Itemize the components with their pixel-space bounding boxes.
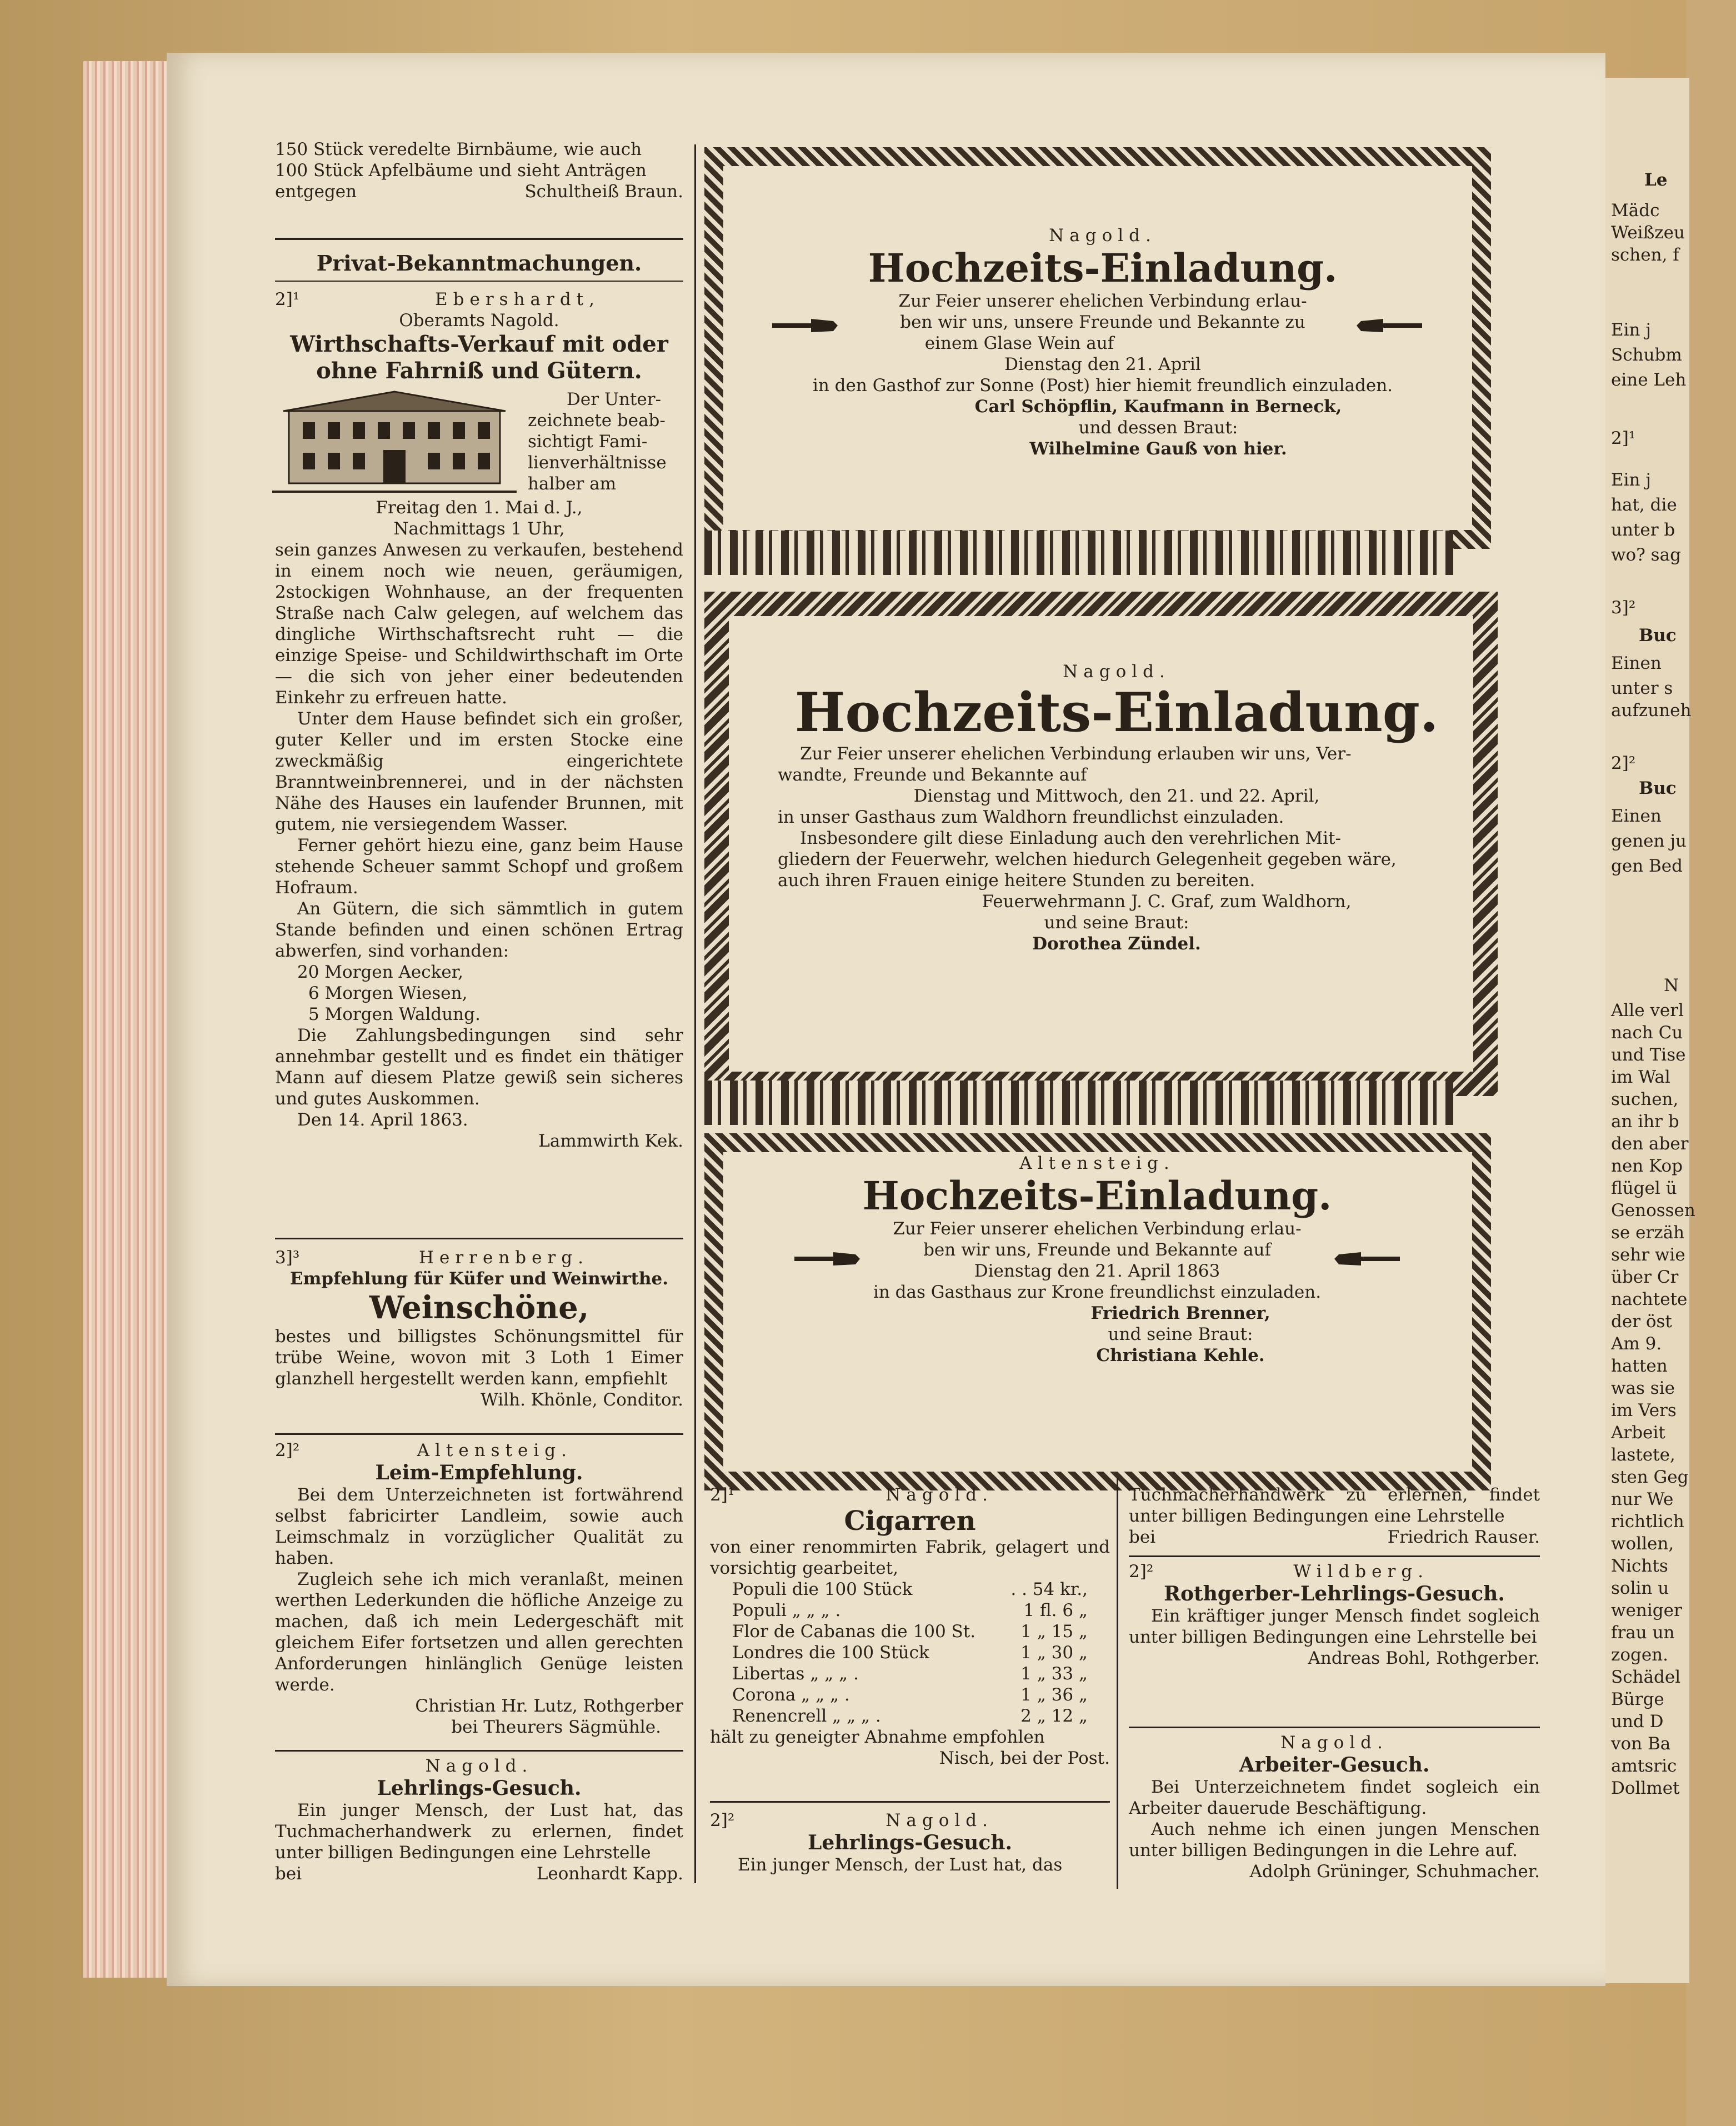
ad-number: 2]¹ — [710, 1485, 735, 1505]
paragraph: An Gütern, die sich sämmtlich in gutem Stande befinden und einen schönen Ertrag abwerfen, sind vorhanden: — [275, 899, 683, 961]
invite-place: Nagold. — [1049, 226, 1157, 246]
next-page-fragment: se erzäh — [1611, 1223, 1685, 1243]
table-cell: 1 „ 33 „ — [1020, 1664, 1088, 1684]
ad-headline: Lehrlings-Gesuch. — [808, 1831, 1012, 1854]
ad-signature: Wilh. Khönle, Conditor. — [480, 1390, 683, 1410]
invite-line: ben wir uns, Freunde und Bekannte auf — [923, 1240, 1271, 1260]
invite-line: Dienstag den 21. April 1863 — [974, 1261, 1220, 1281]
next-page-fragment: unter s — [1611, 678, 1673, 698]
table-cell: Flor de Cabanas die 100 St. — [732, 1622, 976, 1642]
divider — [1129, 1555, 1540, 1557]
invite-signature: Dorothea Zündel. — [1032, 934, 1201, 954]
next-page-fragment: Buc — [1639, 778, 1677, 798]
invitation-1 — [744, 225, 1461, 459]
paragraph: bestes und billigstes Schönungsmittel für trübe Weine, wovon mit 3 Loth 1 Eimer glanzhell hergestellt werden kann, empfiehlt — [275, 1327, 683, 1389]
next-page-fragment: genen ju — [1611, 831, 1687, 851]
invite-line: ben wir uns, unsere Freunde und Bekannte zu — [900, 312, 1305, 332]
next-page-fragment: der öst — [1611, 1312, 1672, 1332]
paragraph: sein ganzes Anwesen zu verkaufen, bestehend in einem noch wie neuen, geräumigen, 2stockigen Wohnhause, an der frequenten Straße nach Calw gelegen, auf welchem das dingliche Wirthschaftsrecht ruht — die einzige Speise- und Schildwirthschaft im Orte — die sich von jeher einer bedeutenden Einkehr zu erfreuen hatte. — [275, 540, 683, 708]
table-cell: 1 „ 15 „ — [1020, 1622, 1088, 1642]
paragraph: Ferner gehört hiezu eine, ganz beim Hause stehende Scheuer sammt Schopf und großem Hofraum. — [275, 836, 683, 898]
text-line: hält zu geneigter Abnahme empfohlen — [710, 1727, 1045, 1747]
ad-signature: Adolph Grüninger, Schuhmacher. — [1249, 1862, 1540, 1882]
paragraph: Unter dem Hause befindet sich ein großer, guter Keller und im ersten Stocke eine zweckmäßig eingerichtete Branntweinbrennerei, und in der nächsten Nähe des Hauses ein laufender Brunnen, mit gutem, nie versiegendem Wasser. — [275, 709, 683, 834]
divider — [275, 238, 683, 240]
ad-signature: Nisch, bei der Post. — [939, 1748, 1110, 1768]
next-page-fragment: hatten — [1611, 1356, 1668, 1376]
next-page-fragment: frau un — [1611, 1623, 1675, 1643]
paragraph: Die Zahlungsbedingungen sind sehr annehmbar gestellt und es findet ein thätiger Mann auf diesem Platze gewiß sein sicheres und gutes Auskommen. — [275, 1026, 683, 1109]
next-page-fragment: Ein j — [1611, 470, 1651, 490]
next-page-fragment: Genossen — [1611, 1200, 1695, 1220]
invite-signature: und seine Braut: — [1108, 1324, 1253, 1344]
next-page-fragment: Schädel — [1611, 1667, 1681, 1687]
table-cell: Londres die 100 Stück — [732, 1643, 929, 1663]
text-line: Ein junger Mensch, der Lust hat, das — [738, 1855, 1063, 1875]
divider — [275, 1750, 683, 1752]
invite-signature: Feuerwehrmann J. C. Graf, zum Waldhorn, — [982, 892, 1352, 912]
text-line: lienverhältnisse — [528, 453, 667, 473]
next-page-fragment: Ein j — [1611, 320, 1651, 340]
text-line: sichtigt Fami- — [528, 432, 648, 452]
paragraph: Ein kräftiger junger Mensch findet sogleich unter billigen Bedingungen eine Lehrstelle bei — [1129, 1606, 1540, 1647]
next-page-fragment: über Cr — [1611, 1267, 1679, 1287]
invite-line: einem Glase Wein auf — [924, 333, 1114, 353]
next-page-fragment: 3]² — [1611, 598, 1636, 618]
paragraph: von einer renommirten Fabrik, gelagert und vorsichtig gearbeitet, — [710, 1537, 1110, 1578]
column-rule — [1117, 1478, 1118, 1889]
next-page-fragment: im Vers — [1611, 1400, 1677, 1420]
table-cell: Renencrell „ „ „ . — [732, 1706, 881, 1726]
ad-headline: Cigarren — [844, 1505, 976, 1537]
ad-number: 2]² — [275, 1440, 300, 1460]
paragraph: Ein junger Mensch, der Lust hat, das Tuchmacherhandwerk zu erlernen, findet unter billigen Bedingungen eine Lehrstelle — [275, 1800, 683, 1863]
ad-signature: Andreas Bohl, Rothgerber. — [1308, 1648, 1540, 1668]
next-page-fragment: Einen — [1611, 806, 1662, 826]
paragraph: Bei Unterzeichnetem findet sogleich ein Arbeiter dauerude Beschäftigung. — [1129, 1777, 1540, 1818]
next-page-fragment: N — [1664, 976, 1679, 996]
ad-date-line: Den 14. April 1863. — [297, 1110, 468, 1130]
ad-place: Nagold. — [885, 1485, 993, 1505]
ad-place: Altensteig. — [417, 1440, 572, 1460]
next-page-fragment: richtlich — [1611, 1512, 1684, 1532]
invite-line: gliedern der Feuerwehr, welchen hiedurch Gelegenheit gegeben wäre, — [778, 849, 1397, 869]
invite-signature: und dessen Braut: — [1078, 418, 1238, 438]
next-page-fragment: Arbeit — [1611, 1423, 1665, 1443]
next-page-fragment: sten Geg — [1611, 1467, 1689, 1487]
next-page-fragment: im Wal — [1611, 1067, 1670, 1087]
text-line: Der Unter- — [567, 389, 662, 409]
ad-number: 2]¹ — [275, 289, 300, 309]
table-row — [732, 1600, 1088, 1621]
ad-signature: Lammwirth Kek. — [538, 1131, 683, 1151]
ad-arbeiter — [1129, 1732, 1540, 1882]
ad-headline: Wirthschafts-Verkauf mit oder ohne Fahrniß und Gütern. — [290, 331, 668, 384]
ad-headline: Rothgerber-Lehrlings-Gesuch. — [1164, 1582, 1505, 1605]
ad-cigarren — [710, 1484, 1110, 1769]
price-table — [732, 1579, 1088, 1727]
ad-place-sub: Oberamts Nagold. — [399, 311, 559, 331]
next-page-fragment: weniger — [1611, 1600, 1682, 1620]
next-page-fragment: Le — [1644, 170, 1668, 190]
ad-weinschoene — [275, 1247, 683, 1410]
invite-line: in den Gasthof zur Sonne (Post) hier hiemit freundlich einzuladen. — [812, 376, 1393, 396]
ad-wirthschaft — [275, 289, 683, 384]
next-page-fragment: Nichts — [1611, 1556, 1668, 1576]
table-row — [732, 1684, 1088, 1705]
next-page-fragment: nachtete — [1611, 1289, 1688, 1309]
column-rule — [694, 144, 696, 1883]
divider — [710, 1801, 1110, 1803]
top-sign: Schultheiß Braun. — [524, 182, 683, 202]
table-cell: 1 „ 36 „ — [1020, 1685, 1088, 1705]
invite-signature: Carl Schöpflin, Kaufmann in Berneck, — [974, 397, 1342, 417]
table-cell: Libertas „ „ „ . — [732, 1664, 859, 1684]
invite-line: Zur Feier unserer ehelichen Verbindung erlau- — [898, 291, 1307, 311]
ad-wirthschaft-body — [275, 497, 683, 1152]
invite-line: Zur Feier unserer ehelichen Verbindung erlauben wir uns, Ver- — [800, 744, 1352, 764]
next-page-fragment: und Tise — [1611, 1045, 1686, 1065]
table-cell: 1 fl. 6 „ — [1023, 1600, 1088, 1620]
building-illustration — [272, 389, 517, 500]
paragraph: Bei dem Unterzeichneten ist fortwährend selbst fabricirter Landleim, sowie auch Leimschmalz in vorzüglicher Qualität zu haben. — [275, 1485, 683, 1568]
text: bei — [1129, 1527, 1156, 1547]
ad-lehrling-2 — [710, 1810, 1110, 1875]
pointing-hand-left-icon — [794, 1249, 861, 1269]
next-page-fragment: eine Leh — [1611, 370, 1687, 390]
ad-number: 2]² — [1129, 1562, 1154, 1582]
ad-headline: Leim-Empfehlung. — [375, 1461, 583, 1484]
invitation-2 — [778, 661, 1455, 954]
divider — [1129, 1727, 1540, 1728]
left-column — [275, 139, 683, 202]
next-page-fragment: den aber — [1611, 1134, 1689, 1154]
ad-headline: Weinschöne, — [369, 1289, 589, 1326]
next-page-fragment: 2]¹ — [1611, 428, 1636, 448]
ad-number: 2]² — [710, 1810, 735, 1830]
next-page-fragment: Schubm — [1611, 345, 1682, 365]
next-page-fragment: nach Cu — [1611, 1023, 1683, 1043]
invite-line: wandte, Freunde und Bekannte auf — [778, 765, 1087, 785]
next-page-fragment: suchen, — [1611, 1089, 1679, 1109]
invite-line: Insbesondere gilt diese Einladung auch den verehrlichen Mit- — [800, 828, 1341, 848]
next-page-fragment: und D — [1611, 1712, 1664, 1732]
next-page-fragment: von Ba — [1611, 1734, 1671, 1754]
next-page-fragment: hat, die — [1611, 495, 1677, 515]
divider — [275, 1238, 683, 1239]
ad-place: Nagold. — [885, 1810, 993, 1830]
next-page-fragment: 2]² — [1611, 753, 1636, 773]
ad-lehrling-kapp — [275, 1755, 683, 1884]
next-page-fragment: Buc — [1639, 626, 1677, 646]
divider — [275, 1433, 683, 1435]
top-line-1: 150 Stück veredelte Birnbäume, wie auch — [275, 139, 642, 159]
ornament-strip — [704, 531, 1453, 575]
table-cell: Populi „ „ „ . — [732, 1600, 841, 1620]
ad-subtitle: Empfehlung für Küfer und Weinwirthe. — [289, 1269, 669, 1289]
ad-leim — [275, 1440, 683, 1738]
next-page-fragment: flügel ü — [1611, 1178, 1677, 1198]
section-title: Privat-Bekanntmachungen. — [316, 251, 642, 276]
paragraph: Zugleich sehe ich mich veranlaßt, meinen werthen Lederkunden die höfliche Anzeige zu machen, daß ich mein Ledergeschäft mit gleichem Eifer fortsetzen und allen gerechten Anforderungen hinlänglich Genüge leisten werde. — [275, 1569, 683, 1695]
invite-title: Hochzeits-Einladung. — [794, 681, 1439, 744]
list-item: 20 Morgen Aecker, — [297, 962, 464, 982]
table-cell: 2 „ 12 „ — [1020, 1706, 1088, 1726]
next-page-fragment: sehr wie — [1611, 1245, 1685, 1265]
ad-place: Herrenberg. — [418, 1248, 589, 1268]
next-page-fragment: aufzuneh — [1611, 701, 1692, 721]
next-page-fragment: zogen. — [1611, 1645, 1669, 1665]
ad-headline: Arbeiter-Gesuch. — [1239, 1753, 1430, 1777]
next-page-fragment: nur We — [1611, 1489, 1674, 1509]
table-row — [732, 1621, 1088, 1642]
ad-rothgerber — [1129, 1561, 1540, 1669]
ad-beside-image — [528, 389, 683, 494]
next-page-fragment: nen Kop — [1611, 1156, 1683, 1176]
paragraph: Auch nehme ich einen jungen Menschen unter billigen Bedingungen in die Lehre auf. — [1129, 1819, 1540, 1860]
ad-rauser — [1129, 1484, 1540, 1548]
ad-date: Freitag den 1. Mai d. J., — [376, 498, 583, 518]
pointing-hand-left-icon — [772, 316, 839, 336]
ad-signature: bei Theurers Sägmühle. — [451, 1717, 661, 1737]
next-page-fragment: wo? sag — [1611, 545, 1681, 565]
table-cell: 1 „ 30 „ — [1020, 1643, 1088, 1663]
next-page-fragment: lastete, — [1611, 1445, 1675, 1465]
ad-place: Ebershardt, — [435, 289, 600, 309]
invite-signature: und seine Braut: — [1044, 913, 1189, 933]
top-line-3: entgegen — [275, 182, 357, 202]
next-page-fragment: schen, f — [1611, 245, 1679, 265]
ad-signature: Leonhardt Kapp. — [536, 1864, 683, 1884]
invite-line: in das Gasthaus zur Krone freundlichst einzuladen. — [873, 1282, 1322, 1302]
next-page-fragment: an ihr b — [1611, 1112, 1679, 1132]
next-page-fragment: was sie — [1611, 1378, 1675, 1398]
ad-headline: Lehrlings-Gesuch. — [377, 1777, 582, 1800]
invite-line: Dienstag den 21. April — [1004, 354, 1201, 374]
next-page-fragment: amtsric — [1611, 1756, 1677, 1776]
invite-line: auch ihren Frauen einige heitere Stunden zu bereiten. — [778, 871, 1255, 891]
table-row — [732, 1705, 1088, 1727]
ornament-strip — [704, 1080, 1453, 1125]
table-cell: Corona „ „ „ . — [732, 1685, 850, 1705]
paragraph: Tuchmacherhandwerk zu erlernen, findet unter billigen Bedingungen eine Lehrstelle — [1129, 1485, 1540, 1526]
list-item: 6 Morgen Wiesen, — [308, 983, 468, 1003]
invite-signature: Wilhelmine Gauß von hier. — [1029, 439, 1287, 459]
list-item: 5 Morgen Waldung. — [308, 1004, 481, 1024]
invite-title: Hochzeits-Einladung. — [862, 1173, 1332, 1219]
next-page-fragment: unter b — [1611, 520, 1675, 540]
next-page-fragment: Einen — [1611, 653, 1662, 673]
pointing-hand-right-icon — [1355, 316, 1422, 336]
next-page-fragment: Alle verl — [1611, 1001, 1684, 1021]
table-row — [732, 1642, 1088, 1663]
invite-line: Zur Feier unserer ehelichen Verbindung erlau- — [893, 1219, 1302, 1239]
invite-line: in unser Gasthaus zum Waldhorn freundlichst einzuladen. — [778, 807, 1284, 827]
invite-line: Dienstag und Mittwoch, den 21. und 22. April, — [913, 786, 1320, 806]
top-line-2: 100 Stück Apfelbäume und sieht Anträgen — [275, 161, 647, 181]
ad-signature: Friedrich Rauser. — [1387, 1527, 1540, 1547]
table-row — [732, 1579, 1088, 1600]
next-page-fragment: Bürge — [1611, 1689, 1664, 1709]
ad-place: Nagold. — [425, 1756, 533, 1776]
table-cell: Populi die 100 Stück — [732, 1579, 913, 1599]
ad-time: Nachmittags 1 Uhr, — [393, 519, 565, 539]
pointing-hand-right-icon — [1333, 1249, 1400, 1269]
next-page-fragment: Dollmet — [1611, 1778, 1680, 1798]
ad-signature: Christian Hr. Lutz, Rothgerber — [415, 1696, 683, 1716]
next-page-fragment: wollen, — [1611, 1534, 1674, 1554]
next-page-fragment: solin u — [1611, 1578, 1669, 1598]
next-page-fragment: gen Bed — [1611, 856, 1683, 876]
text-line: halber am — [528, 474, 617, 494]
invite-signature: Friedrich Brenner, — [1090, 1303, 1270, 1323]
invite-place: Altensteig. — [1019, 1153, 1175, 1173]
table-cell: . . 54 kr., — [1010, 1579, 1088, 1599]
text: bei — [275, 1864, 302, 1884]
ad-place: Wildberg. — [1293, 1562, 1429, 1582]
text-line: zeichnete beab- — [528, 411, 666, 431]
ad-number: 3]³ — [275, 1248, 300, 1268]
divider — [275, 281, 683, 282]
table-row — [732, 1663, 1088, 1684]
invite-place: Nagold. — [1063, 662, 1170, 682]
ad-place: Nagold. — [1280, 1733, 1388, 1753]
next-page-fragment: Mädc — [1611, 201, 1660, 221]
invite-signature: Christiana Kehle. — [1096, 1345, 1265, 1365]
next-page-fragment: Weißzeu — [1611, 223, 1685, 243]
invite-title: Hochzeits-Einladung. — [868, 245, 1338, 291]
next-page-fragment: Am 9. — [1611, 1334, 1662, 1354]
